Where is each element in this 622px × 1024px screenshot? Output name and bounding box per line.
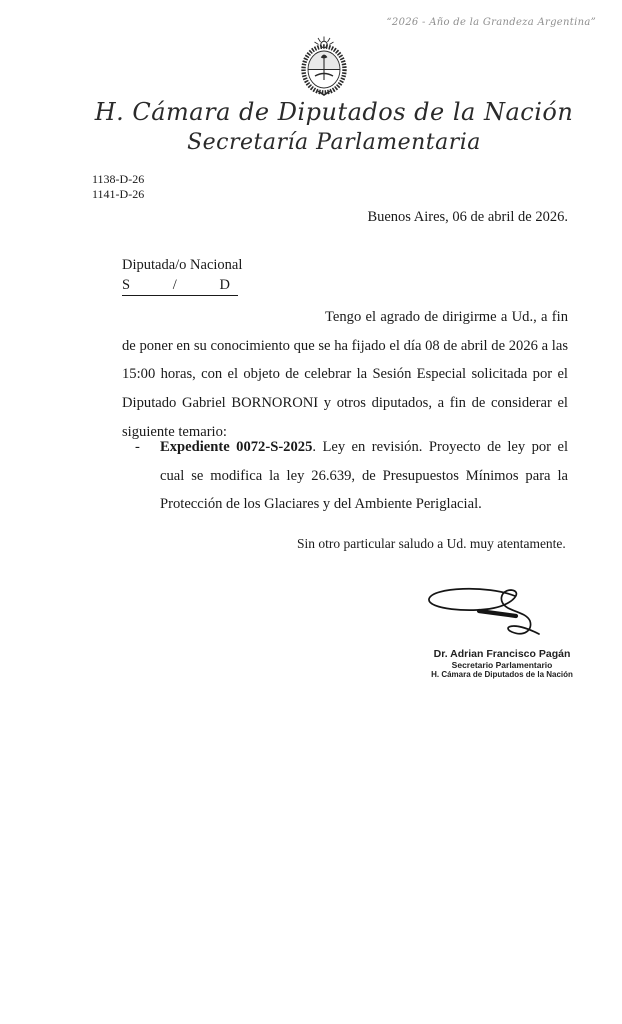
file-reference: 1138-D-26	[92, 172, 145, 186]
signer-title: Secretario Parlamentario	[451, 660, 553, 670]
file-references	[92, 172, 144, 201]
sd-s: S	[122, 277, 131, 293]
signer-name: Dr. Adrian Francisco Pagán	[433, 648, 571, 660]
letterhead-secretariat: Secretaría Parlamentaria	[187, 130, 481, 155]
agenda-item-text	[160, 433, 568, 519]
body-paragraph: Tengo el agrado de dirigirme a Ud., a fin de poner en su conocimiento que se ha fijado el día 08 de abril de 2026 a las 15:00 horas, con el objeto de celebrar la Sesión Especial solicitada por el Diputado Gabriel BORNORONI y otros diputados, a fin de considerar el siguiente temario:	[122, 309, 568, 440]
recipient-title: Diputada/o Nacional	[122, 257, 243, 273]
argentina-coat-of-arms-icon	[294, 36, 354, 98]
agenda-item	[122, 433, 568, 519]
agenda-item-dash: -	[135, 439, 140, 455]
recipient-sd-line	[122, 276, 238, 296]
handwritten-signature-icon	[418, 583, 560, 641]
year-motto: “2026 - Año de la Grandeza Argentina”	[386, 17, 596, 28]
agenda-item-expediente: Expediente 0072-S-2025	[160, 439, 313, 455]
agenda-item-description: . Ley en revisión. Proyecto de ley por el cual se modifica la ley 26.639, de Presupuestos Mínimos para la Protección de los Glaciares y del Ambiente Periglacial.	[160, 439, 568, 513]
letterhead-org: H. Cámara de Diputados de la Nación	[94, 98, 574, 126]
sd-slash: /	[172, 277, 177, 293]
letterhead	[0, 96, 622, 158]
sd-d: D	[219, 277, 230, 293]
signer-org: H. Cámara de Diputados de la Nación	[431, 670, 573, 679]
file-reference: 1141-D-26	[92, 186, 145, 201]
closing-line: Sin otro particular saludo a Ud. muy atentamente.	[297, 536, 566, 551]
dateline: Buenos Aires, 06 de abril de 2026.	[367, 209, 568, 225]
recipient-block	[122, 256, 242, 296]
signature-block	[418, 648, 586, 680]
